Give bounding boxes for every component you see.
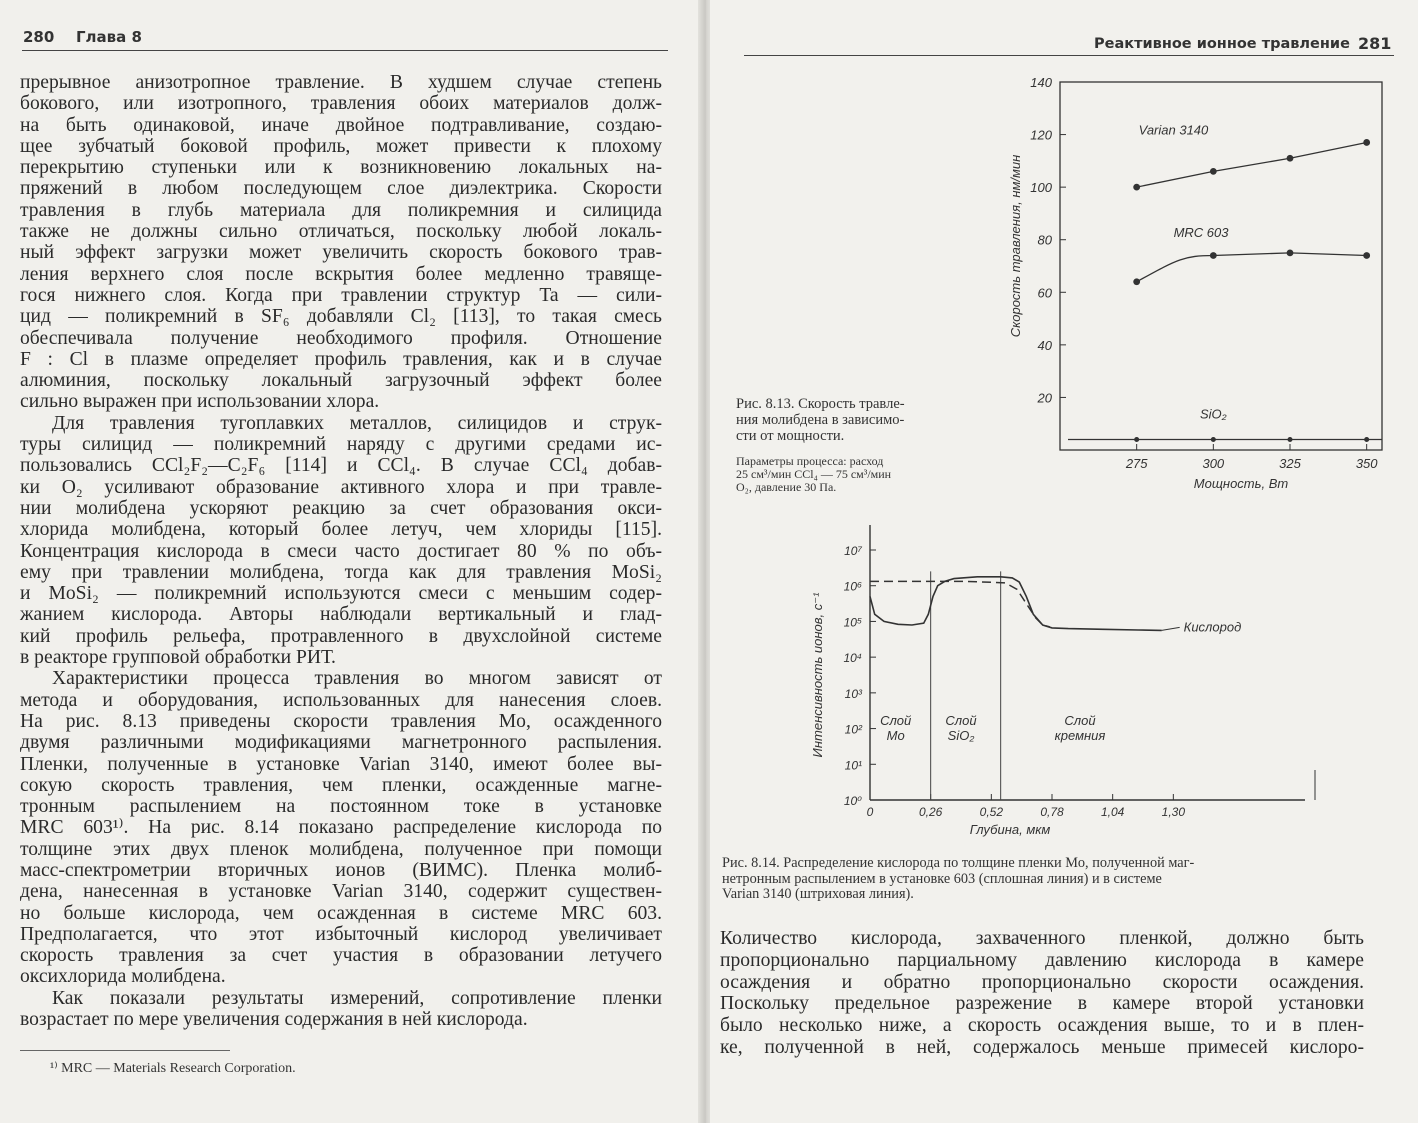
text-line: двумя различными модификациями магнетронного распыления. xyxy=(20,732,662,754)
text-line: травления в глубь материала для поликремния и силицида xyxy=(20,199,662,221)
caption-line: 25 см³/мин CCl₄ — 75 см³/мин xyxy=(736,467,892,481)
data-point xyxy=(1133,278,1140,285)
text-line: бокового, или изотропного, травления обоих материалов долж- xyxy=(20,93,662,115)
x-tick-label: 300 xyxy=(1202,456,1225,471)
text-line: Для травления тугоплавких металлов, силицидов и струк- xyxy=(52,412,662,434)
series-label: Кислород xyxy=(1183,619,1242,635)
caption-line: Рис. 8.13. Скорость травле- xyxy=(736,396,905,412)
text-line: и MoSi₂ — поликремний используются смеси с меньшим содер- xyxy=(20,583,662,605)
y-tick-label: 40 xyxy=(1037,337,1052,353)
text-line: Количество кислорода, захваченного пленкой, должно быть xyxy=(720,928,1364,949)
figure-8-13-chart xyxy=(990,70,1410,520)
y-tick-label: 60 xyxy=(1037,285,1052,301)
y-tick-label: 10¹ xyxy=(844,758,862,773)
data-point xyxy=(1363,252,1370,259)
text-line: на быть одинаковой, иначе двойное подтравливание, создаю- xyxy=(20,114,662,136)
x-tick-label: 1,04 xyxy=(1100,805,1125,819)
text-line: пропорционально парциальному давлению кислорода в камере xyxy=(720,949,1364,971)
data-point xyxy=(1210,252,1217,259)
y-tick-label: 100 xyxy=(1030,180,1052,196)
text-line: сильно выражен при использовании хлора. xyxy=(20,391,380,413)
figure-8-14-caption xyxy=(722,856,1194,903)
text-line: нии молибдена ускоряют реакцию за счет образования окси- xyxy=(20,497,662,519)
x-tick-label: 0,52 xyxy=(979,805,1004,819)
text-line: пряжений в любом последующем слое диэлектрика. Скорости xyxy=(20,178,662,200)
data-point xyxy=(1211,437,1216,442)
text-line: оксихлорида молибдена. xyxy=(20,966,226,988)
text-line: перекрытию ступеньки или к возникновению локальных на- xyxy=(20,157,662,179)
x-tick-label: 325 xyxy=(1279,456,1301,471)
y-tick-label: 10⁷ xyxy=(844,544,862,558)
running-title: Реактивное ионное травление xyxy=(1094,36,1350,52)
x-tick-label: 0,78 xyxy=(1040,805,1064,819)
data-point xyxy=(1363,139,1370,146)
text-line: прерывное анизотропное травление. В худшем случае степень xyxy=(20,72,662,93)
series-label: Varian 3140 xyxy=(1138,122,1209,138)
y-tick-label: 10⁵ xyxy=(843,615,862,630)
text-line: Концентрация кислорода в смеси часто достигает 80 % по объ- xyxy=(20,540,662,562)
series-label: MRC 603 xyxy=(1173,225,1229,241)
caption-line: O₂, давление 30 Па. xyxy=(736,480,837,494)
caption-line: Параметры процесса: расход xyxy=(736,454,884,468)
y-tick-label: 140 xyxy=(1030,75,1052,90)
text-line: ления верхнего слоя после вскрытия более медленно травяще- xyxy=(20,263,662,285)
x-tick-label: 1,30 xyxy=(1161,805,1186,819)
region-label: Слой xyxy=(1064,713,1096,728)
label-leader xyxy=(1162,627,1180,630)
text-line: скорость травления за счет участия в образовании летучего xyxy=(20,945,662,967)
caption-line: нетронным распылением в установке 603 (сплошная линия) и в системе xyxy=(722,870,1162,887)
text-line: но больше кислорода, чем осажденная в системе MRC 603. xyxy=(20,902,662,924)
text-line: ный эффект загрузки может увеличить скорость бокового трав- xyxy=(20,242,662,264)
text-line: возрастает по мере увеличения содержания в ней кислорода. xyxy=(20,1009,528,1031)
text-line: ему при травлении молибдена, тогда как для травления MoSi₂ xyxy=(20,561,662,583)
x-tick-label: 275 xyxy=(1125,456,1148,471)
text-line: Характеристики процесса травления во многом зависят от xyxy=(52,668,662,690)
right-body-text xyxy=(720,928,1364,1059)
footnote: ¹⁾ MRC — Materials Research Corporation. xyxy=(50,1061,296,1076)
text-line: жанием кислорода. Авторы наблюдали вертикальный и глад- xyxy=(20,604,662,626)
text-line: хлорида молибдена, который более летуч, чем хлориды [115]. xyxy=(20,519,662,541)
region-label: Слой xyxy=(945,713,977,728)
text-line: осаждения и обратно пропорционально скорости осаждения. xyxy=(720,971,1364,993)
plot-frame xyxy=(1060,82,1382,450)
y-axis-label: Скорость травления, нм/мин xyxy=(1008,154,1023,338)
x-tick-label: 350 xyxy=(1355,456,1378,471)
x-axis-label: Мощность, Вт xyxy=(1193,476,1289,491)
data-point xyxy=(1364,437,1369,442)
data-point xyxy=(1287,155,1294,162)
left-body-text xyxy=(20,72,662,1030)
data-point xyxy=(1288,437,1293,442)
text-line: туры силицид — поликремний наряду с другими средами ис- xyxy=(20,434,662,456)
text-line: метода и оборудования, использованных для нанесения слоев. xyxy=(20,689,662,711)
region-label: Mo xyxy=(886,728,905,743)
x-tick-label: 0,26 xyxy=(918,805,943,819)
y-tick-label: 10² xyxy=(844,722,862,737)
text-line: масс-спектрометрии вторичных ионов (ВИМС). Пленка молиб- xyxy=(20,859,662,881)
data-point xyxy=(1133,184,1140,191)
data-point xyxy=(1287,249,1294,256)
x-tick-label: 0 xyxy=(866,805,874,819)
right-page xyxy=(710,0,1418,1123)
text-line: F : Cl в плазме определяет профиль травления, как и в случае xyxy=(20,348,662,370)
region-label: Слой xyxy=(880,713,912,728)
text-line: обеспечивала получение необходимого профиля. Отношение xyxy=(20,327,662,349)
text-line: толщине этих двух пленок молибдена, полученное при помощи xyxy=(20,838,662,860)
left-page xyxy=(0,0,704,1123)
region-label: SiO₂ xyxy=(947,728,975,743)
y-tick-label: 10⁰ xyxy=(843,794,862,808)
data-point xyxy=(1134,437,1139,442)
text-line: пользовались CCl₂F₂—C₂F₆ [114] и CCl₄. В случае CCl₄ добав- xyxy=(20,455,662,477)
y-tick-label: 10³ xyxy=(844,686,862,701)
text-line: Как показали результаты измерений, сопротивление пленки xyxy=(52,987,662,1009)
series-line xyxy=(1137,253,1367,282)
y-tick-label: 20 xyxy=(1037,390,1052,406)
text-line: в реакторе групповой обработки РИТ. xyxy=(20,647,336,669)
y-axis-label: Интенсивность ионов, с⁻¹ xyxy=(810,592,825,758)
solid-series-line xyxy=(870,577,1162,631)
figure-8-13-caption xyxy=(736,396,905,444)
text-line: алюминия, поскольку локальный загрузочный эффект более xyxy=(20,370,662,392)
text-line: было несколько ниже, а скорость осаждения выше, то и в плен- xyxy=(720,1015,1364,1037)
text-line: щее зубчатый боковой профиль, может привести к плохому xyxy=(20,135,662,157)
text-line: также не должны сильно отличаться, поскольку любой локаль- xyxy=(20,221,662,243)
y-tick-label: 10⁴ xyxy=(843,651,862,666)
caption-line: Рис. 8.14. Распределение кислорода по толщине пленки Mo, полученной маг- xyxy=(722,855,1195,871)
footnote-rule xyxy=(20,1050,230,1051)
figure-8-13-parameters xyxy=(736,455,891,494)
caption-line: Varian 3140 (штриховая линия). xyxy=(722,886,914,902)
figure-8-14-chart xyxy=(790,520,1390,865)
text-line: Предполагается, что этот избыточный кислород увеличивает xyxy=(20,923,662,945)
y-tick-label: 10⁶ xyxy=(843,579,862,594)
text-line: гося нижнего слоя. Когда при травлении структур Ta — сили- xyxy=(20,284,662,306)
region-label: кремния xyxy=(1054,728,1106,743)
text-line: сокую скорость травления, чем пленки, осажденные магне- xyxy=(20,774,662,796)
y-tick-label: 80 xyxy=(1037,232,1052,248)
right-header-rule xyxy=(744,55,1394,56)
text-line: тронным распылением на постоянном токе в установке xyxy=(20,796,662,818)
text-line: Пленки, полученные в установке Varian 3140, имеют более вы- xyxy=(20,753,662,775)
left-page-number: 280 xyxy=(23,28,55,46)
y-tick-label: 120 xyxy=(1030,127,1052,143)
x-axis-label: Глубина, мкм xyxy=(969,822,1051,837)
text-line: кий профиль рельефа, протравленного в двухслойной системе xyxy=(20,625,662,647)
text-line: цид — поликремний в SF₆ добавляли Cl₂ [113], то такая смесь xyxy=(20,306,662,328)
text-line: ки O₂ усиливают образование активного хлора и при травле- xyxy=(20,476,662,498)
text-line: дена, нанесенная в установке Varian 3140, содержит существен- xyxy=(20,881,662,903)
left-chapter-label: Глава 8 xyxy=(76,28,142,46)
caption-line: сти от мощности. xyxy=(736,428,845,444)
series-line xyxy=(1137,142,1367,187)
caption-line: ния молибдена в зависимо- xyxy=(736,412,905,428)
text-line: Поскольку предельное разрежение в камере второй установки xyxy=(720,993,1364,1015)
data-point xyxy=(1210,168,1217,175)
left-header-rule xyxy=(22,50,668,51)
text-line: На рис. 8.13 приведены скорости травления Mo, осажденного xyxy=(20,710,662,732)
right-page-number: 281 xyxy=(1358,34,1392,53)
series-label: SiO₂ xyxy=(1200,406,1227,422)
text-line: MRC 603¹⁾. На рис. 8.14 показано распределение кислорода по xyxy=(20,817,662,839)
text-line: ке, полученной в ней, содержалось меньше примесей кислоро- xyxy=(720,1036,1364,1058)
